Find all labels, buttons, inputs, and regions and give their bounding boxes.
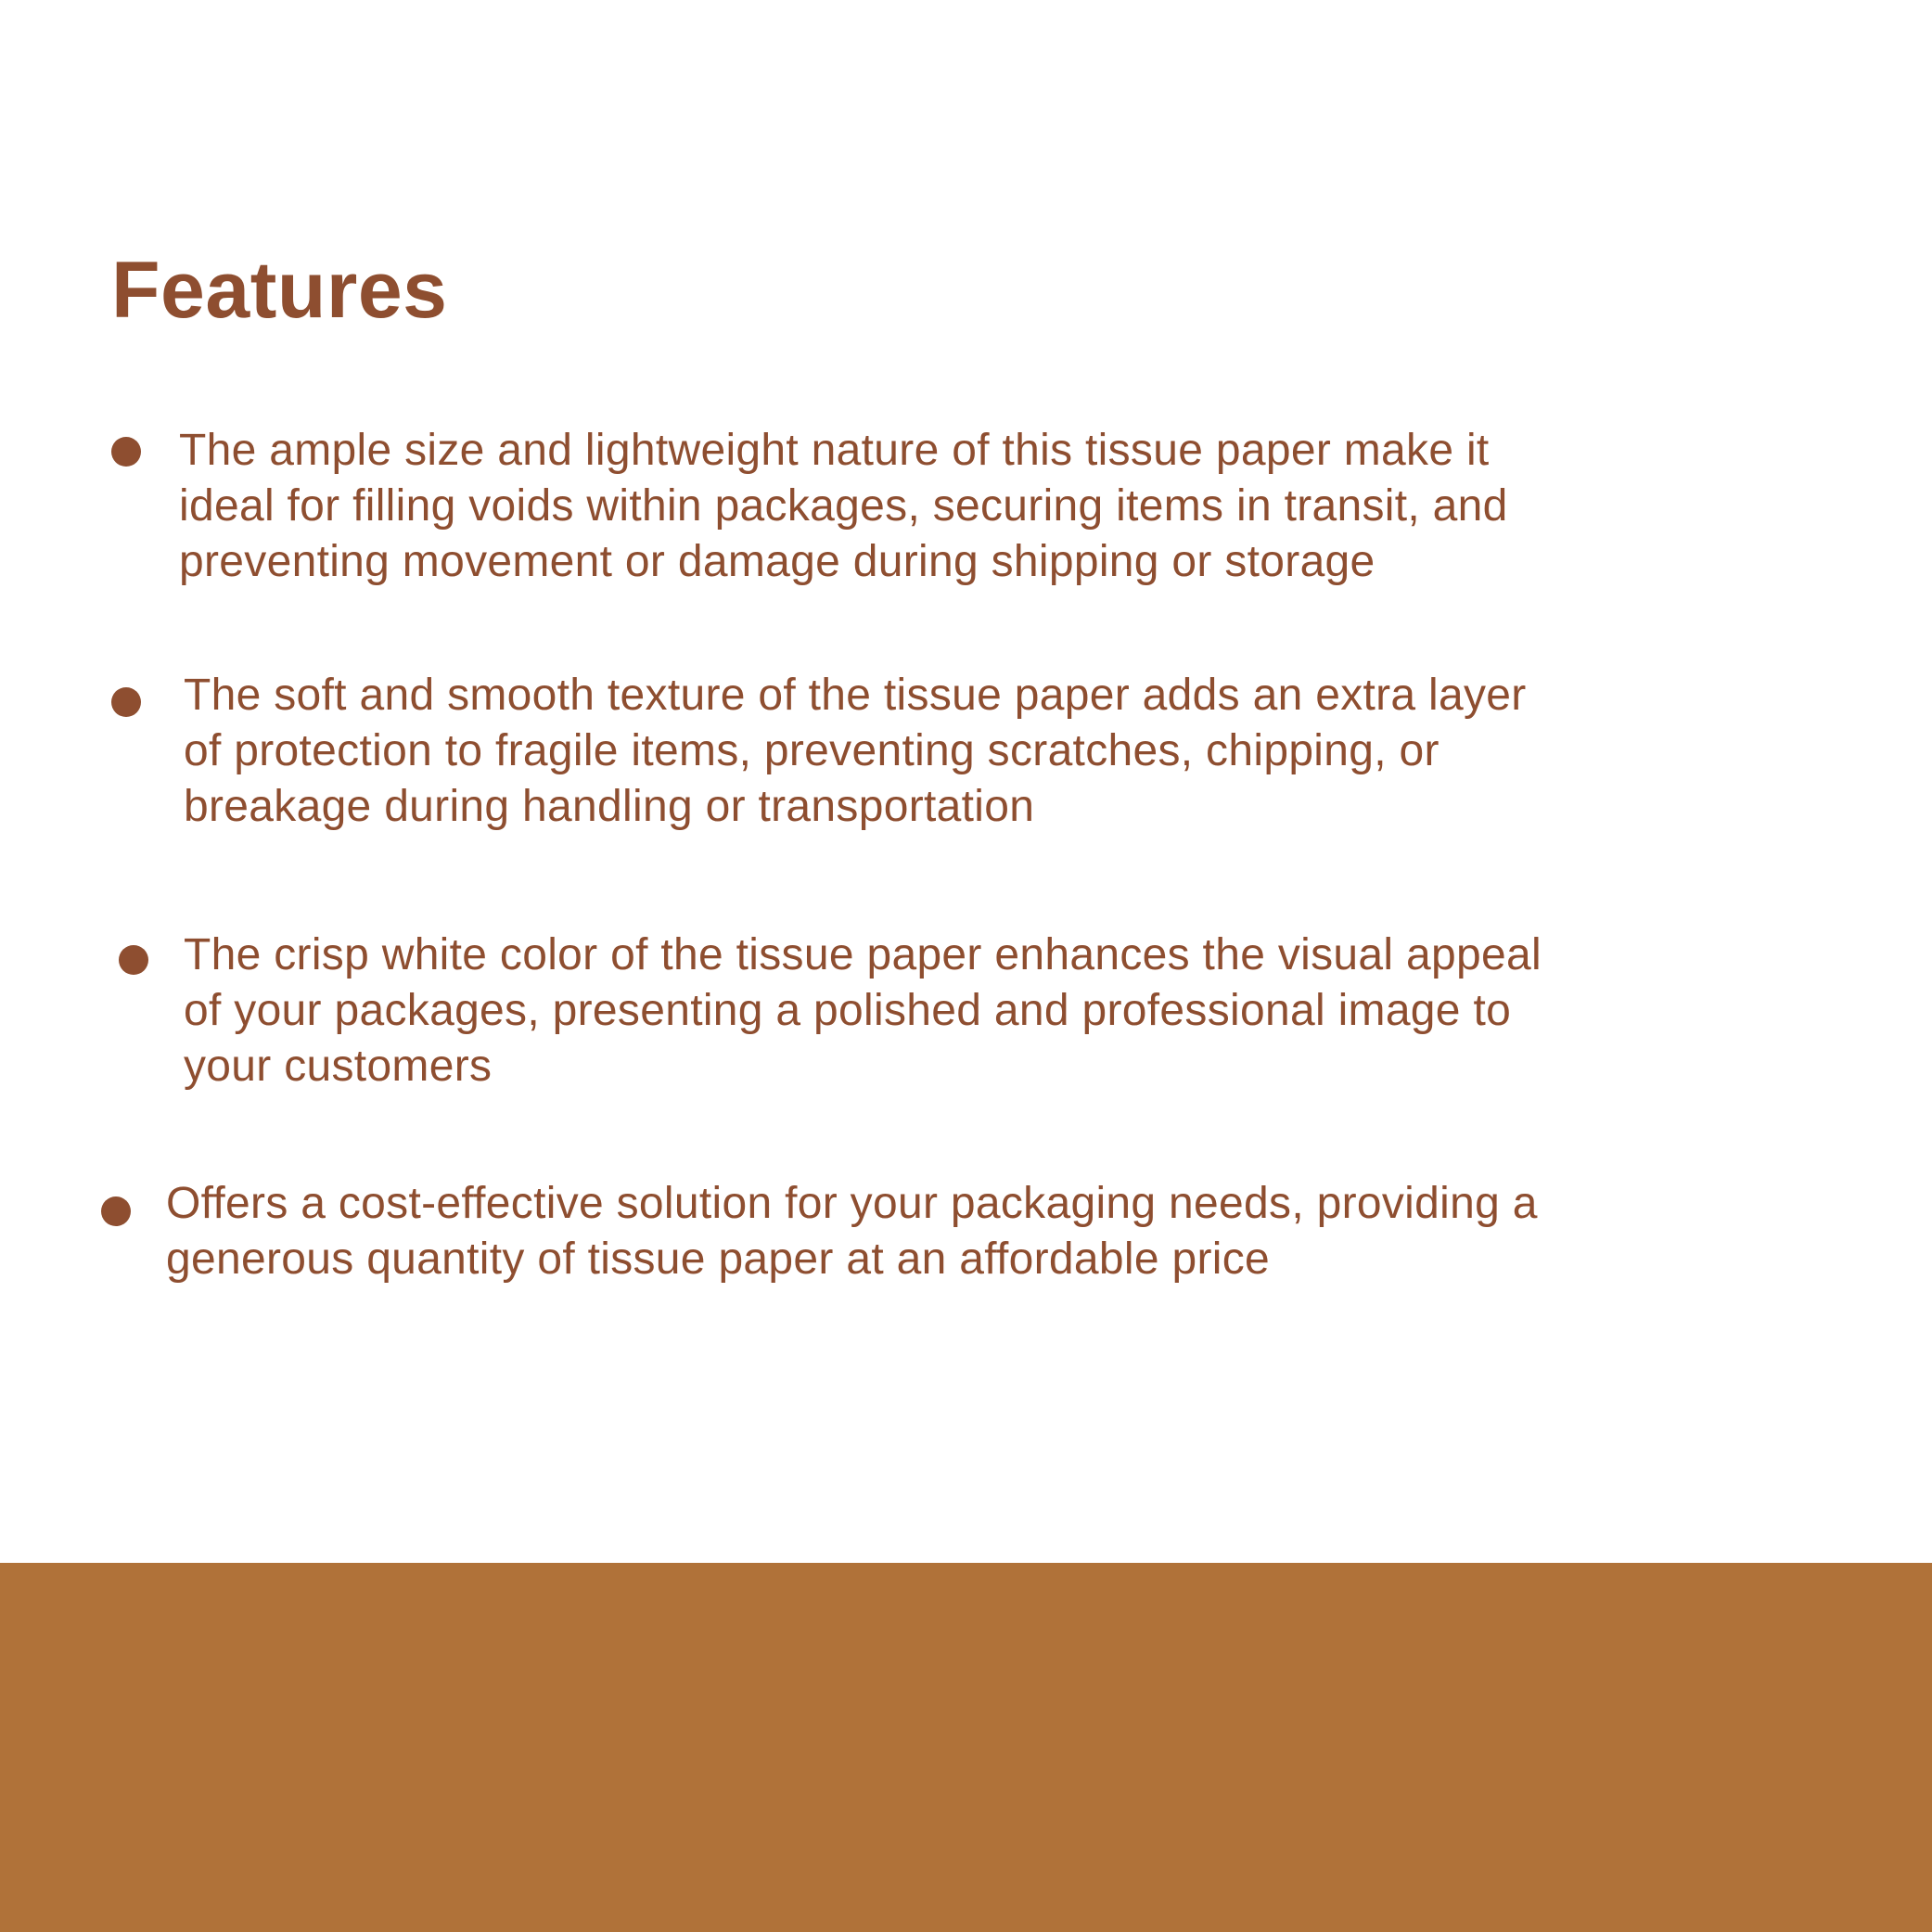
feature-text xyxy=(179,423,1508,590)
feature-line: breakage during handling or transportation xyxy=(184,782,1035,831)
footer-band xyxy=(0,1563,1932,1932)
feature-line: generous quantity of tissue paper at an affordable price xyxy=(166,1235,1271,1284)
feature-text xyxy=(184,668,1527,835)
feature-line: The soft and smooth texture of the tissue paper adds an extra layer xyxy=(184,671,1527,720)
feature-line: The crisp white color of the tissue paper enhances the visual appeal xyxy=(184,930,1542,979)
feature-line: ideal for filling voids within packages, securing items in transit, and xyxy=(179,481,1508,531)
feature-line: of protection to fragile items, preventing scratches, chipping, or xyxy=(184,726,1439,775)
feature-text xyxy=(184,928,1542,1094)
bullet-icon xyxy=(101,1196,131,1226)
feature-line: Offers a cost-effective solution for your packaging needs, providing a xyxy=(166,1179,1538,1228)
bullet-icon xyxy=(111,687,141,717)
feature-line: your customers xyxy=(184,1042,493,1091)
page-title: Features xyxy=(111,246,448,335)
feature-line: of your packages, presenting a polished and professional image to xyxy=(184,986,1512,1035)
feature-line: preventing movement or damage during shipping or storage xyxy=(179,537,1375,586)
bullet-icon xyxy=(119,945,148,975)
feature-line: The ample size and lightweight nature of this tissue paper make it xyxy=(179,426,1490,475)
feature-text xyxy=(166,1176,1538,1287)
bullet-icon xyxy=(111,437,141,467)
